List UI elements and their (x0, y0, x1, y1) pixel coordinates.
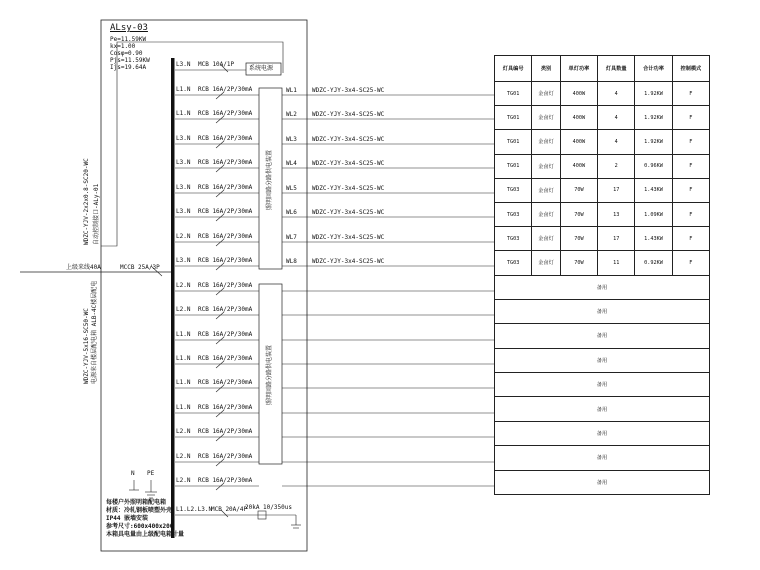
fixture-table (494, 55, 710, 495)
breaker-symbol (216, 288, 224, 295)
circuit-breaker: RCB 16A/2P/30mA (198, 233, 253, 240)
breaker-symbol (216, 312, 224, 319)
breaker-symbol (216, 190, 224, 197)
spare-cell: 备用 (495, 275, 710, 299)
circuit-cable: WDZC-YJY-3x4-SC25-WC (312, 160, 385, 167)
circuit-breaker: RCB 16A/2P/30mA (198, 453, 253, 460)
table-cell: 1.43KW (635, 227, 672, 251)
breaker-symbol (216, 434, 224, 441)
circuit-id: WL6 (286, 209, 297, 216)
breaker-symbol (216, 361, 224, 368)
breaker-symbol (216, 410, 224, 417)
table-cell: 1.92KW (635, 106, 672, 130)
table-cell: 70W (560, 178, 597, 202)
table-cell: 金卤灯 (532, 251, 560, 275)
control-phase: L3.N (176, 61, 191, 68)
circuit-breaker: RCB 16A/2P/30mA (198, 86, 253, 93)
panel-param: Cosφ=0.90 (110, 50, 143, 57)
table-row (495, 227, 710, 251)
table-row-spare (495, 299, 710, 323)
panel-param: Ijs=19.64A (110, 64, 147, 71)
main-breaker-label: MCCB 25A/3P (120, 264, 160, 271)
table-cell: F (672, 106, 709, 130)
circuit-cable: WDZC-YJY-3x4-SC25-WC (312, 136, 385, 143)
spare-cell: 备用 (495, 324, 710, 348)
circuit-breaker: RCB 16A/2P/30mA (198, 404, 253, 411)
table-cell: F (672, 251, 709, 275)
circuit-cable: WDZC-YJY-3x4-SC25-WC (312, 234, 385, 241)
circuit-phase: L1.N (176, 379, 191, 386)
table-cell: 1.92KW (635, 130, 672, 154)
table-cell: 0.96KW (635, 154, 672, 178)
table-cell: 400W (560, 106, 597, 130)
table-cell: 金卤灯 (532, 154, 560, 178)
panel-param: kx=1.00 (110, 43, 136, 50)
panel-id: ALsy-03 (110, 23, 148, 33)
table-row (495, 130, 710, 154)
circuit-phase: L1.N (176, 404, 191, 411)
circuit-phase: L3.N (176, 208, 191, 215)
breaker-symbol (216, 214, 224, 221)
circuit-phase: L2.N (176, 233, 191, 240)
circuit-phase: L3.N (176, 135, 191, 142)
circuit-phase: L2.N (176, 306, 191, 313)
table-cell: 0.92KW (635, 251, 672, 275)
table-cell: 金卤灯 (532, 202, 560, 226)
circuit-cable: WDZC-YJY-3x4-SC25-WC (312, 258, 385, 265)
table-cell: 70W (560, 202, 597, 226)
table-cell: TG03 (495, 178, 532, 202)
table-row-spare (495, 348, 710, 372)
breaker-symbol (216, 385, 224, 392)
breaker-symbol (216, 239, 224, 246)
circuit-id: WL4 (286, 160, 297, 167)
table-cell: TG03 (495, 202, 532, 226)
table-cell: 2 (598, 154, 635, 178)
table-cell: 金卤灯 (532, 82, 560, 106)
spare-cell: 备用 (495, 373, 710, 397)
spd-breaker: MCB 20A/4P (211, 506, 248, 513)
incoming-label: 上级来线40A (66, 264, 101, 271)
circuit-phase: L2.N (176, 282, 191, 289)
table-cell: TG01 (495, 106, 532, 130)
panel-note: 参考尺寸:600x400x200 (106, 523, 174, 530)
system-power-label: 系统电源 (249, 65, 274, 72)
spd-phase: L1.L2.L3.N (176, 506, 213, 513)
circuit-id: WL5 (286, 185, 297, 192)
circuit-breaker: RCB 16A/2P/30mA (198, 306, 253, 313)
table-row (495, 178, 710, 202)
table-header: 灯具编号 (495, 56, 532, 82)
table-row-spare (495, 446, 710, 470)
circuit-cable: WDZC-YJY-3x4-SC25-WC (312, 111, 385, 118)
lower-source-label: 电源来自楼层配电箱 ALB-4C楼层配电 (91, 280, 98, 384)
circuit-phase: L3.N (176, 184, 191, 191)
main-busbar (171, 58, 175, 538)
circuit-phase: L1.N (176, 110, 191, 117)
table-cell: 400W (560, 154, 597, 178)
circuit-phase: L2.N (176, 428, 191, 435)
lower-cable-label: WDZC-YJV-5x16-SC50-WC (83, 308, 90, 384)
table-cell: 17 (598, 178, 635, 202)
circuit-breaker: RCB 16A/2P/30mA (198, 208, 253, 215)
table-header: 灯具数量 (598, 56, 635, 82)
breaker-symbol (216, 337, 224, 344)
circuit-id: WL1 (286, 87, 297, 94)
table-cell: 1.92KW (635, 82, 672, 106)
table-cell: 4 (598, 106, 635, 130)
breaker-symbol (216, 483, 224, 490)
table-row-spare (495, 373, 710, 397)
table-cell: 17 (598, 227, 635, 251)
table-row-spare (495, 275, 710, 299)
table-cell: F (672, 178, 709, 202)
breaker-symbol (216, 92, 224, 99)
circuit-phase: L3.N (176, 159, 191, 166)
table-row (495, 251, 710, 275)
busbar-label-1: 照明回路分路供电装置 (266, 149, 273, 210)
table-header-row (495, 56, 710, 82)
circuit-breaker: RCB 16A/2P/30mA (198, 282, 253, 289)
circuit-breaker: RCB 16A/2P/30mA (198, 257, 253, 264)
table-header: 类别 (532, 56, 560, 82)
spd-spec: 20kA 10/350us (245, 504, 292, 511)
circuit-id: WL3 (286, 136, 297, 143)
table-cell: 金卤灯 (532, 227, 560, 251)
table-cell: TG01 (495, 154, 532, 178)
table-cell: TG01 (495, 82, 532, 106)
table-header: 合计功率 (635, 56, 672, 82)
table-cell: 11 (598, 251, 635, 275)
breaker-symbol (216, 165, 224, 172)
table-cell: 1.09KW (635, 202, 672, 226)
circuit-breaker: RCB 16A/2P/30mA (198, 355, 253, 362)
panel-note: 每楼户外照明箱配电箱 (106, 499, 167, 506)
panel-param: Pjs=11.59KW (110, 57, 150, 64)
circuit-phase: L2.N (176, 477, 191, 484)
spare-cell: 备用 (495, 299, 710, 323)
table-row (495, 82, 710, 106)
circuit-phase: L1.N (176, 355, 191, 362)
circuit-phase: L1.N (176, 86, 191, 93)
breaker-symbol (216, 116, 224, 123)
circuit-phase: L3.N (176, 257, 191, 264)
pe-label: PE (147, 470, 155, 477)
upper-control-label: 自动控制接口-ALy-01 (93, 183, 100, 245)
circuit-cable: WDZC-YJY-3x4-SC25-WC (312, 209, 385, 216)
upper-cable-label: WDZC-YJV-2x2x0.8-SC20-WC (83, 158, 90, 245)
table-row (495, 202, 710, 226)
table-row-spare (495, 324, 710, 348)
table-cell: 4 (598, 130, 635, 154)
table-cell: TG03 (495, 227, 532, 251)
table-row (495, 154, 710, 178)
circuit-id: WL7 (286, 234, 297, 241)
circuit-breaker: RCB 16A/2P/30mA (198, 379, 253, 386)
panel-note: 本箱具电量由上级配电箱计量 (106, 531, 185, 538)
table-header: 单灯功率 (560, 56, 597, 82)
table-cell: 400W (560, 130, 597, 154)
spare-cell: 备用 (495, 397, 710, 421)
breaker-symbol (216, 141, 224, 148)
circuit-id: WL2 (286, 111, 297, 118)
table-header: 控制模式 (672, 56, 709, 82)
circuit-phase: L2.N (176, 453, 191, 460)
neutral-label: N (131, 470, 135, 477)
control-breaker: MCB 10A/1P (198, 61, 235, 68)
circuit-cable: WDZC-YJY-3x4-SC25-WC (312, 185, 385, 192)
busbar-label-2: 照明回路分路供电装置 (266, 344, 273, 405)
panel-param: Pe=11.59KW (110, 36, 147, 43)
breaker-symbol (216, 263, 224, 270)
spare-cell: 备用 (495, 446, 710, 470)
table-cell: 金卤灯 (532, 106, 560, 130)
circuit-breaker: RCB 16A/2P/30mA (198, 110, 253, 117)
table-cell: F (672, 154, 709, 178)
table-cell: 400W (560, 82, 597, 106)
table-cell: TG01 (495, 130, 532, 154)
circuit-breaker: RCB 16A/2P/30mA (198, 184, 253, 191)
table-cell: 13 (598, 202, 635, 226)
table-cell: TG03 (495, 251, 532, 275)
table-cell: 4 (598, 82, 635, 106)
table-cell: 1.43KW (635, 178, 672, 202)
table-cell: 金卤灯 (532, 178, 560, 202)
table-row-spare (495, 470, 710, 494)
table-row-spare (495, 421, 710, 445)
circuit-breaker: RCB 16A/2P/30mA (198, 477, 253, 484)
circuit-cable: WDZC-YJY-3x4-SC25-WC (312, 87, 385, 94)
table-cell: F (672, 82, 709, 106)
circuit-id: WL8 (286, 258, 297, 265)
spare-cell: 备用 (495, 421, 710, 445)
panel-note: 材质：冷轧钢板喷塑外壳 (106, 507, 173, 514)
table-row (495, 106, 710, 130)
breaker-symbol (216, 459, 224, 466)
circuit-breaker: RCB 16A/2P/30mA (198, 159, 253, 166)
circuit-breaker: RCB 16A/2P/30mA (198, 135, 253, 142)
table-cell: F (672, 130, 709, 154)
table-cell: 70W (560, 251, 597, 275)
table-row-spare (495, 397, 710, 421)
table-cell: F (672, 227, 709, 251)
table-cell: 金卤灯 (532, 130, 560, 154)
table-cell: F (672, 202, 709, 226)
circuit-phase: L1.N (176, 331, 191, 338)
table-cell: 70W (560, 227, 597, 251)
circuit-breaker: RCB 16A/2P/30mA (198, 428, 253, 435)
spare-cell: 备用 (495, 348, 710, 372)
panel-note: IP44 嵌墙安装 (106, 515, 149, 522)
spare-cell: 备用 (495, 470, 710, 494)
circuit-breaker: RCB 16A/2P/30mA (198, 331, 253, 338)
